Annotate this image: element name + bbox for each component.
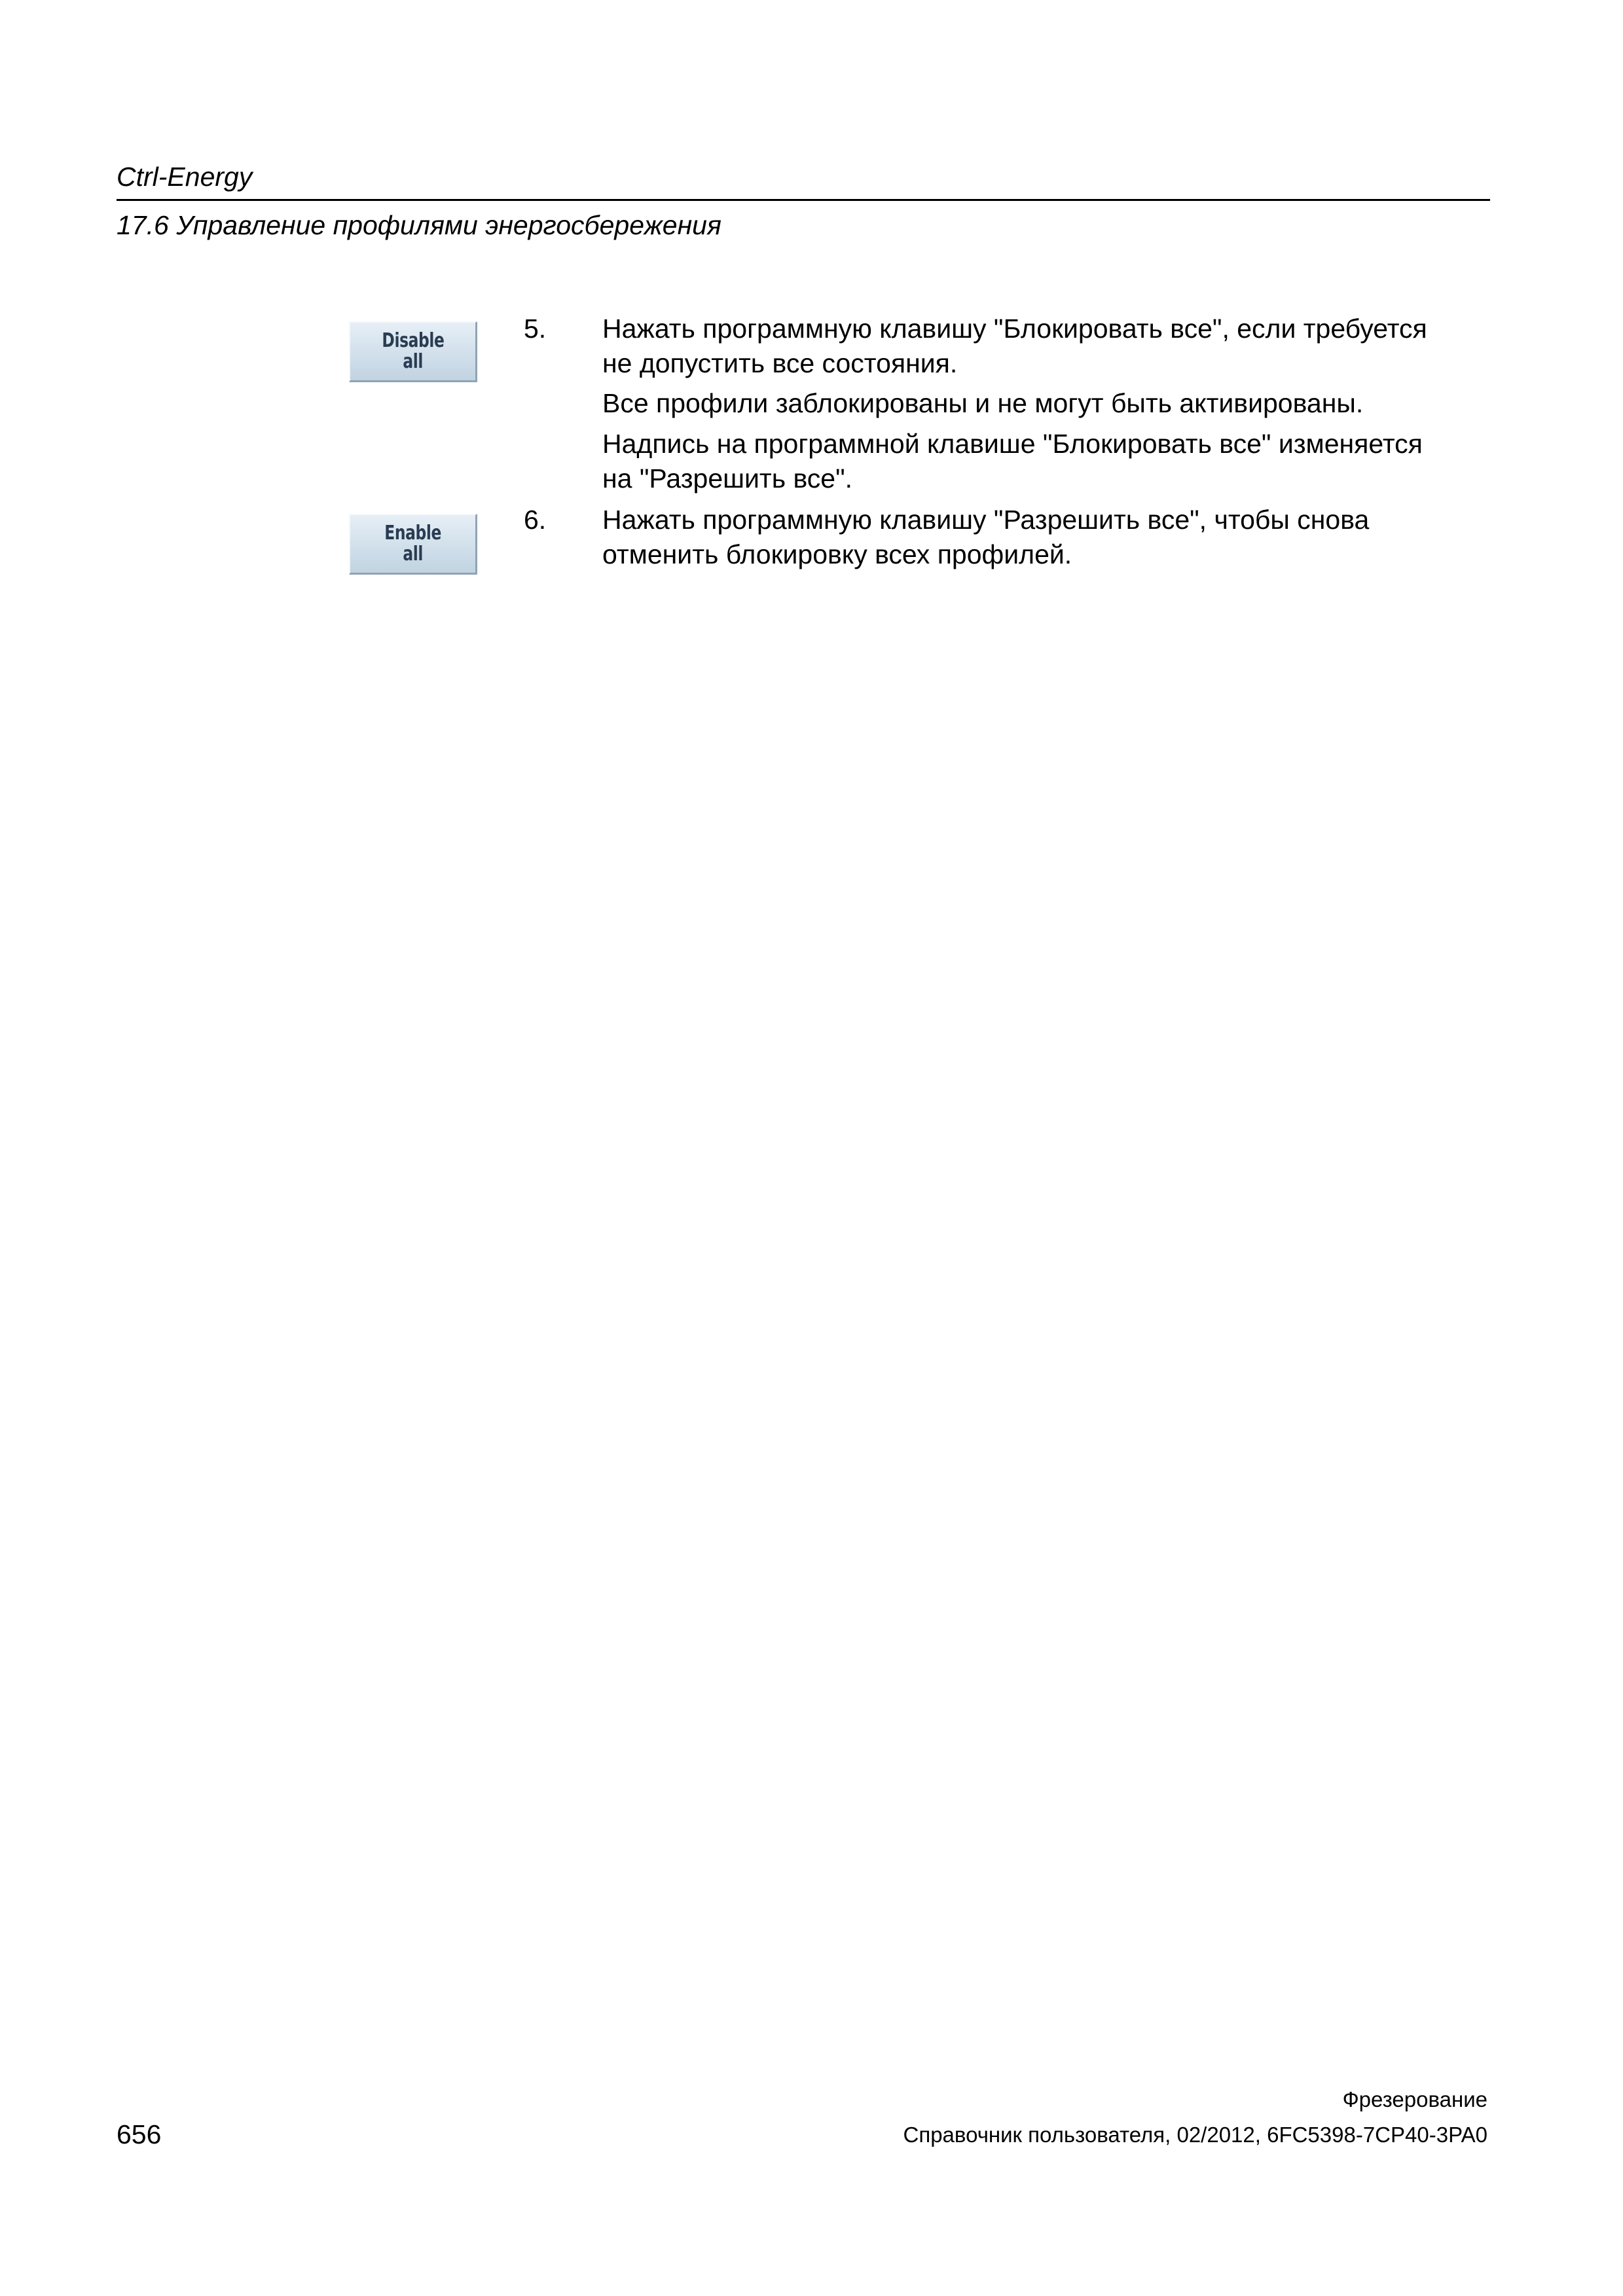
footer-manual-info: Справочник пользователя, 02/2012, 6FC5398-7CP40-3PA0	[903, 2123, 1487, 2147]
step-6-text: Нажать программную клавишу "Разрешить все", чтобы снова отменить блокировку всех профилей.	[602, 505, 1370, 569]
step-6-number: 6.	[524, 505, 547, 535]
section-title: 17.6 Управление профилями энергосбережения	[117, 210, 721, 240]
disable-all-softkey-label-line2: all	[403, 350, 423, 373]
step-5-number: 5.	[524, 314, 547, 344]
page-number: 656	[117, 2119, 162, 2149]
header-divider	[117, 199, 1490, 201]
disable-all-softkey[interactable]	[349, 321, 477, 382]
chapter-title: Ctrl-Energy	[117, 162, 253, 192]
enable-all-softkey-label-line2: all	[403, 543, 423, 565]
enable-all-softkey-label-line1: Enable	[384, 521, 441, 545]
step-5-text: Нажать программную клавишу "Блокировать все", если требуется не допустить все состояния.	[602, 314, 1427, 378]
step-5-result-note: Все профили заблокированы и не могут быть активированы.	[602, 388, 1364, 418]
enable-all-softkey[interactable]	[349, 514, 477, 575]
footer-section: Фрезерование	[1342, 2087, 1487, 2111]
step-5-label-change-note: Надпись на программной клавише "Блокировать все" изменяется на "Разрешить все".	[602, 429, 1423, 493]
disable-all-softkey-label-line1: Disable	[381, 329, 445, 352]
